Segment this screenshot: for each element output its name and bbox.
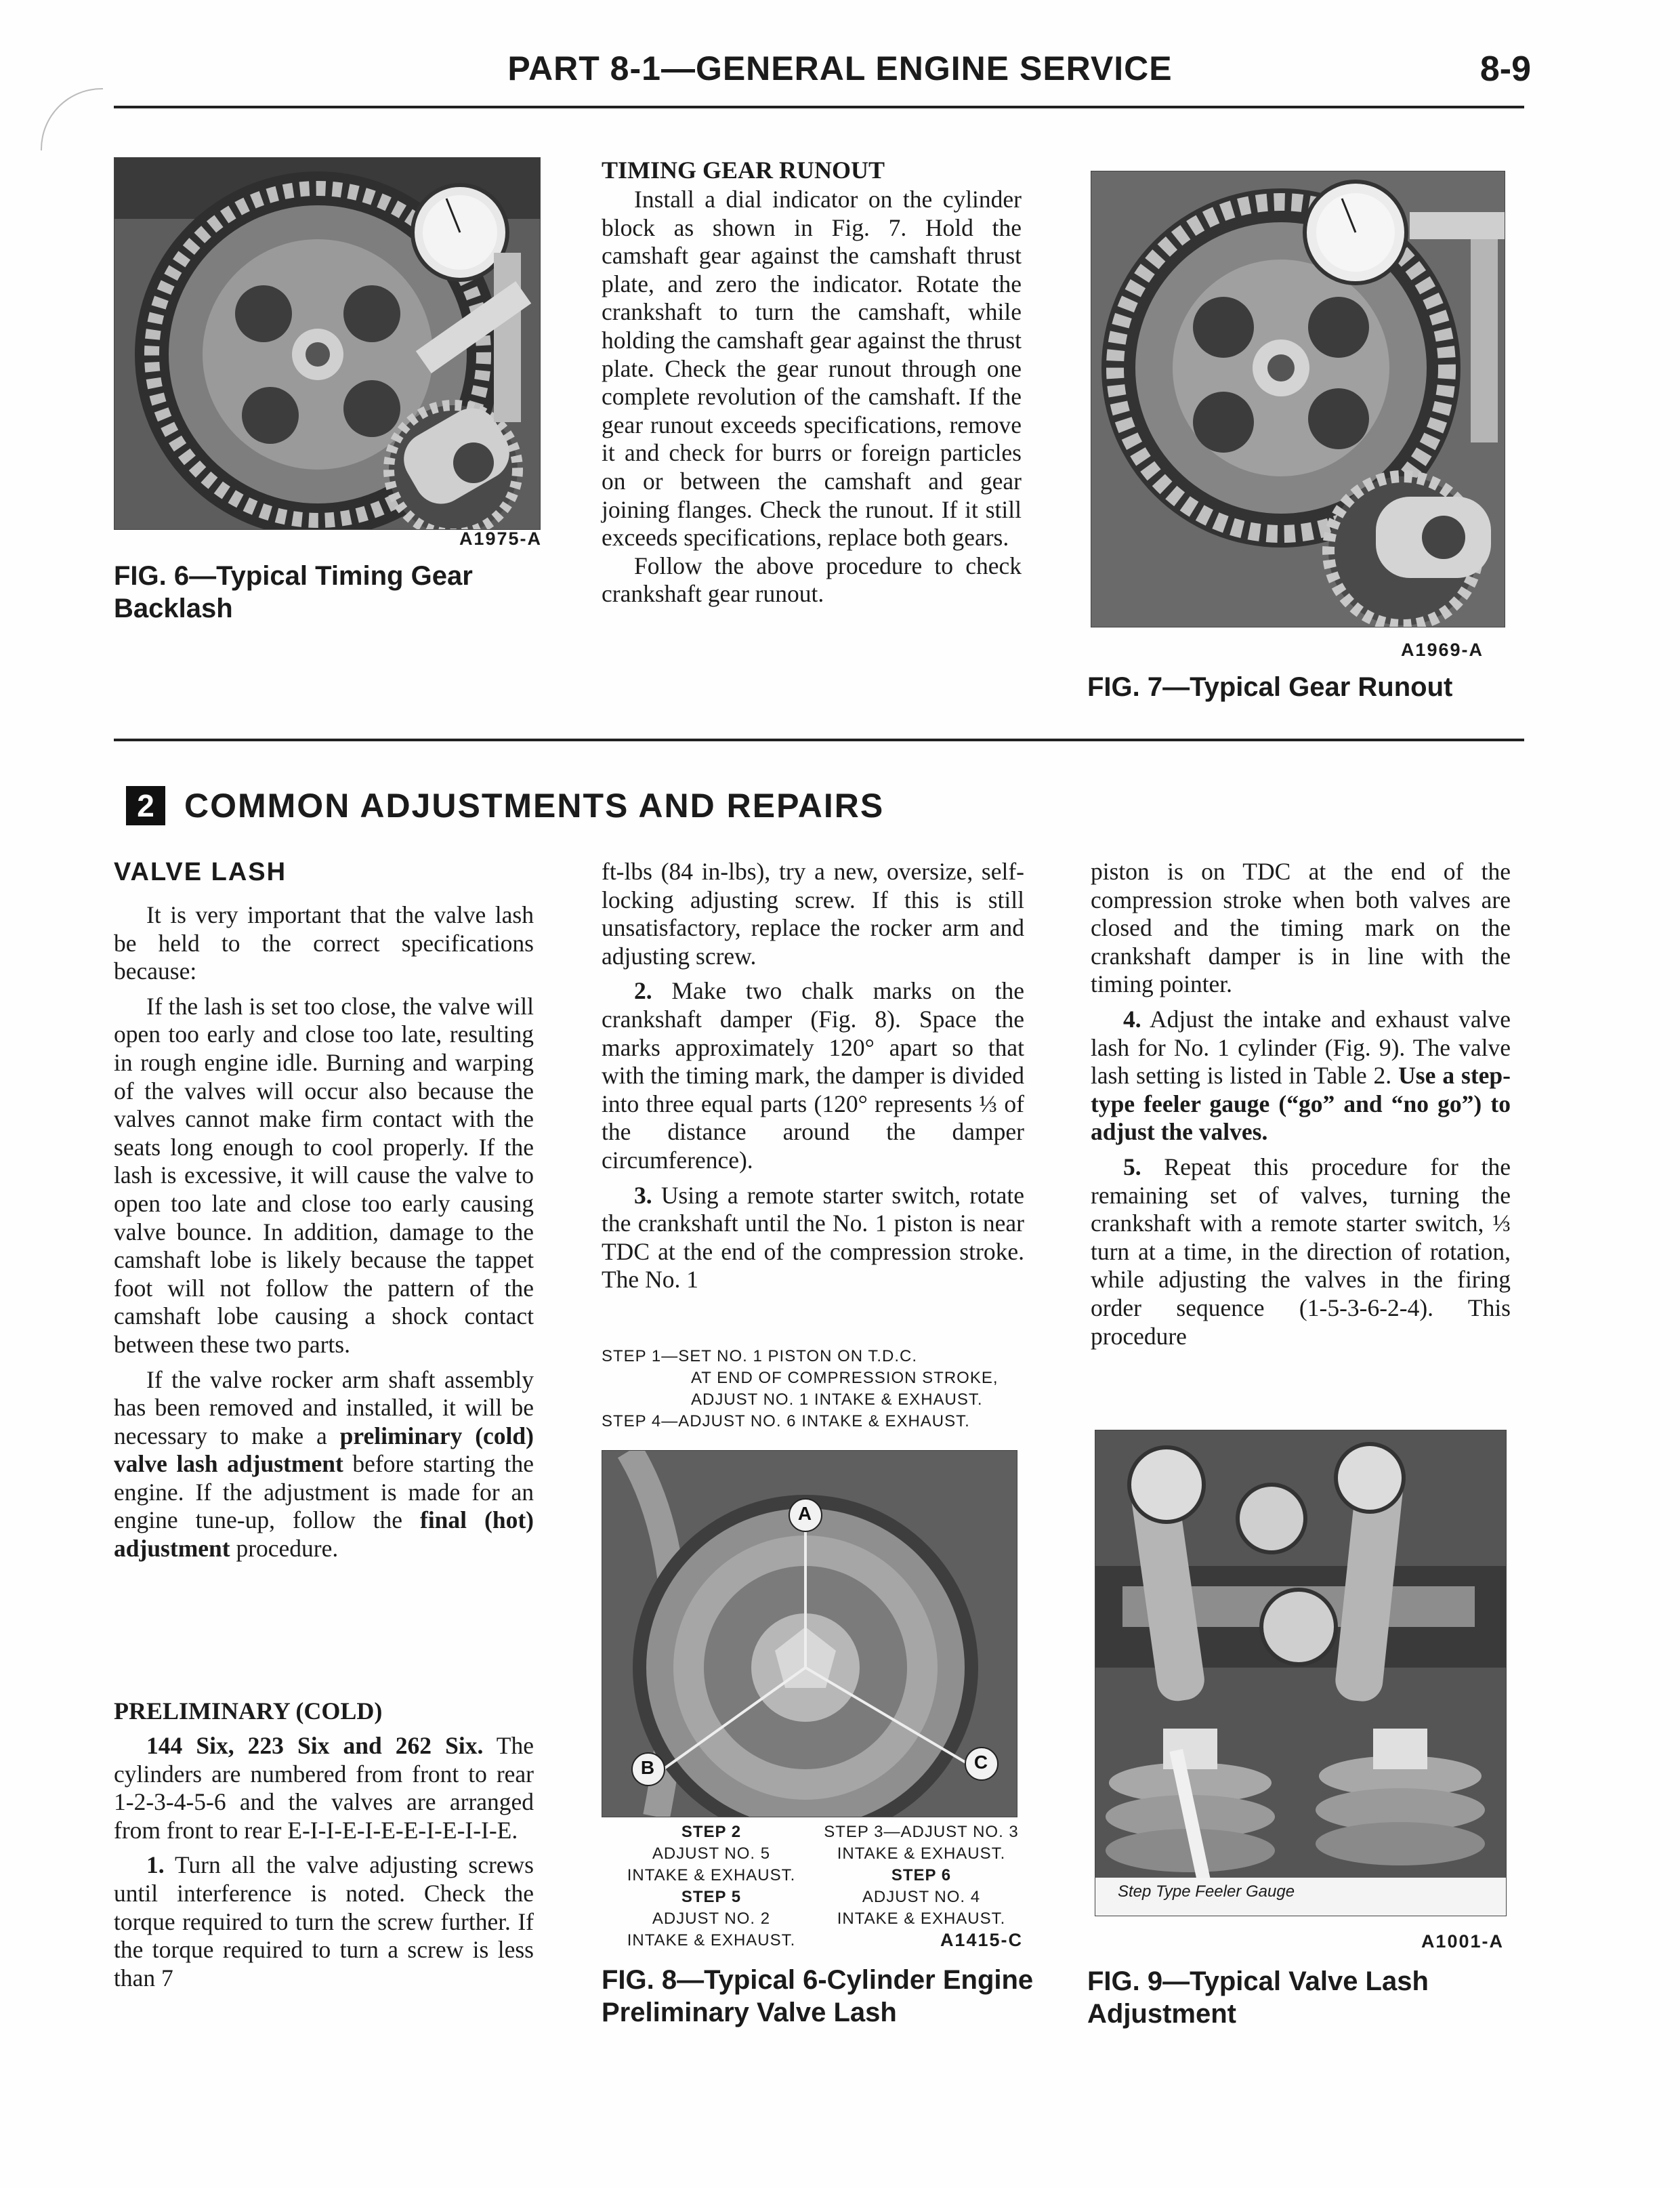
section-title: COMMON ADJUSTMENTS AND REPAIRS [184, 787, 885, 825]
preliminary-p1 [114, 1732, 534, 1844]
fig7-photo [1091, 171, 1505, 627]
right-p-cont: piston is on TDC at the end of the compression stroke when both valves are closed and the timing mark on the crankshaft damper is in line with the timing pointer. [1091, 858, 1511, 998]
valve-lash-p3-a: If the valve rocker arm shaft assembly has been removed and installed, it will be necessary to make a [114, 1365, 534, 1449]
middle-p-cont: ft-lbs (84 in-lbs), try a new, oversize, self-locking adjusting screw. If this is still unsatisfactory, replace the rocker arm and adjusting screw. [602, 858, 1024, 970]
gear-runout-illustration [1091, 171, 1505, 627]
fig8-step5-line1: STEP 5 [681, 1888, 742, 1906]
timing-gear-runout-heading: TIMING GEAR RUNOUT [602, 157, 885, 184]
fig8-step5-label [610, 1886, 813, 1952]
fig6-caption: FIG. 6—Typical Timing Gear Backlash [114, 561, 473, 623]
right-step4-a: Adjust the intake and exhaust valve lash for No. 1 cylinder (Fig. 9). The valve lash setting is listed in Table 2. [1091, 1005, 1511, 1090]
fig8-point-c: C [973, 1752, 988, 1773]
right-step5-text: Repeat this procedure for the remaining set of valves, turning the crankshaft with a remote starter switch, ⅓ turn at a time, in the direction of rotation, while adjusting the valves in the firing order sequence (1-5-3-6-2-4). This procedure [1091, 1153, 1511, 1350]
fig8-caption: FIG. 8—Typical 6-Cylinder Engine Preliminary Valve Lash [602, 1965, 1034, 2027]
middle-step3-num: 3. [634, 1181, 652, 1209]
fig8-code: A1415-C [940, 1930, 1023, 1950]
section-rule [114, 739, 1524, 741]
valve-lash-heading: VALVE LASH [114, 858, 287, 886]
fig8-point-a: A [797, 1503, 812, 1524]
fig8-step6-line1: STEP 6 [891, 1866, 952, 1884]
fig8-step5-line3: INTAKE & EXHAUST. [627, 1931, 796, 1949]
valve-lash-p3-b: preliminary (cold) valve lash adjustment [114, 1422, 534, 1478]
middle-step2-text: Make two chalk marks on the crankshaft damper (Fig. 8). Space the marks approximately 120° apart so that with the timing mark, the damper is divided into three equal parts (120° represents ⅓ of the distance around the damper circumference). [602, 977, 1024, 1174]
fig8-step3-label [813, 1821, 1030, 1865]
preliminary-step1-text: Turn all the valve adjusting screws until interference is noted. Check the torque required to turn the screw further. If the torque required to turn a screw is less than 7 [114, 1851, 534, 1991]
page-number: 8-9 [1479, 49, 1531, 89]
right-column-text [1091, 858, 1511, 1357]
fig8-top-label-2: AT END OF COMPRESSION STROKE, [691, 1369, 999, 1387]
fig8-step3-line1: STEP 3—ADJUST NO. 3 [824, 1823, 1019, 1841]
right-step5 [1091, 1153, 1511, 1350]
fig8-step5-line2: ADJUST NO. 2 [652, 1910, 771, 1928]
preliminary-step1 [114, 1851, 534, 1992]
fig9-photo [1095, 1430, 1507, 1916]
fig8-step3-line2: INTAKE & EXHAUST. [837, 1844, 1006, 1863]
fig9-feeler-gauge-label: Step Type Feeler Gauge [1118, 1882, 1295, 1901]
fig8-step6-line3: INTAKE & EXHAUST. [837, 1910, 1006, 1928]
middle-step2 [602, 977, 1024, 1174]
fig9-code: A1001-A [1421, 1931, 1504, 1952]
preliminary-text [114, 1732, 534, 1999]
fig8-top-label-3: ADJUST NO. 1 INTAKE & EXHAUST. [691, 1390, 983, 1409]
right-step4-num: 4. [1123, 1005, 1141, 1033]
preliminary-step1-num: 1. [146, 1851, 165, 1879]
header-rule [114, 106, 1524, 108]
valve-lash-p2: If the lash is set too close, the valve will open too early and close too late, resulting in rough engine idle. Burning and warping of the valves will occur also because the valves cannot make firm contact with the seats long enough to cool properly. If the lash is excessive, it will cause the valve to open too late and close too early causing valve bounce. In addition, damage to the camshaft lobe is likely because the tappet foot will not follow the pattern of the camshaft lobe causing a shock contact between these two parts. [114, 992, 534, 1358]
timing-gear-runout-p1: Install a dial indicator on the cylinder block as shown in Fig. 7. Hold the camshaft gear against the camshaft thrust plate, and zero the indicator. Rotate the crankshaft to turn the camshaft, while holding the camshaft gear against the thrust plate. Check the gear runout through one complete revolution of the camshaft. If the gear runout exceeds specifications, remove it and check for burrs or foreign particles on or between the camshaft and gear joining flanges. Check the runout. If it still exceeds specifications, replace both gears. [602, 186, 1022, 552]
fig8-point-b: B [640, 1757, 655, 1778]
fig7-caption: FIG. 7—Typical Gear Runout [1087, 672, 1453, 702]
fig8-step2-line3: INTAKE & EXHAUST. [627, 1866, 796, 1884]
valve-lash-p3-d: final (hot) adjustment [114, 1506, 534, 1563]
timing-gear-runout-p2: Follow the above procedure to check crankshaft gear runout. [602, 552, 1022, 608]
fig8-top-labels [602, 1346, 1035, 1432]
fig8-step2-line2: ADJUST NO. 5 [652, 1844, 771, 1863]
valve-lash-illustration [1095, 1430, 1506, 1916]
fig8-top-label-1: STEP 1—SET NO. 1 PISTON ON T.D.C. [602, 1347, 918, 1365]
middle-step2-num: 2. [634, 977, 652, 1005]
page-header-title: PART 8-1—GENERAL ENGINE SERVICE [507, 49, 1173, 87]
right-step4 [1091, 1006, 1511, 1147]
section-number-badge [126, 786, 165, 825]
fig8-step6-label [813, 1865, 1030, 1930]
fig8-step2-label [610, 1821, 813, 1886]
fig7-code: A1969-A [1400, 640, 1484, 660]
fig8-step6-line2: ADJUST NO. 4 [862, 1888, 981, 1906]
fig8-step2-line1: STEP 2 [681, 1823, 742, 1841]
valve-lash-p1: It is very important that the valve lash be held to the correct specifications because: [114, 901, 534, 985]
middle-step3 [602, 1182, 1024, 1294]
page-corner-mark [41, 88, 103, 150]
section-number: 2 [137, 788, 154, 823]
preliminary-p1-rest: The cylinders are numbered from front to rear 1-2-3-4-5-6 and the valves are arranged from front to rear E-I-I-E-I-E-E-I-E-I-I-E. [114, 1732, 534, 1844]
preliminary-p1-bold: 144 Six, 223 Six and 262 Six. [146, 1732, 484, 1759]
valve-lash-p3-e: procedure. [230, 1535, 339, 1563]
fig9-caption: FIG. 9—Typical Valve Lash Adjustment [1087, 1966, 1429, 2029]
valve-lash-text [114, 901, 534, 1570]
timing-gear-illustration [114, 158, 540, 529]
middle-step3-text: Using a remote starter switch, rotate the crankshaft until the No. 1 piston is near TDC at the end of the compression stroke. The No. 1 [602, 1181, 1024, 1294]
timing-gear-runout-text [602, 186, 1022, 615]
valve-lash-p3 [114, 1366, 534, 1563]
right-step5-num: 5. [1123, 1153, 1141, 1180]
right-step4-b: Use a step-type feeler gauge (“go” and “no go”) to adjust the valves. [1091, 1062, 1511, 1146]
fig6-photo [114, 157, 541, 530]
fig6-code: A1975-A [459, 529, 542, 549]
valve-lash-p3-c: before starting the engine. If the adjustment is made for an engine tune-up, follow the [114, 1450, 534, 1534]
preliminary-heading: PRELIMINARY (COLD) [114, 1697, 383, 1725]
middle-column-text [602, 858, 1024, 1301]
fig8-top-label-4: STEP 4—ADJUST NO. 6 INTAKE & EXHAUST. [602, 1412, 970, 1430]
